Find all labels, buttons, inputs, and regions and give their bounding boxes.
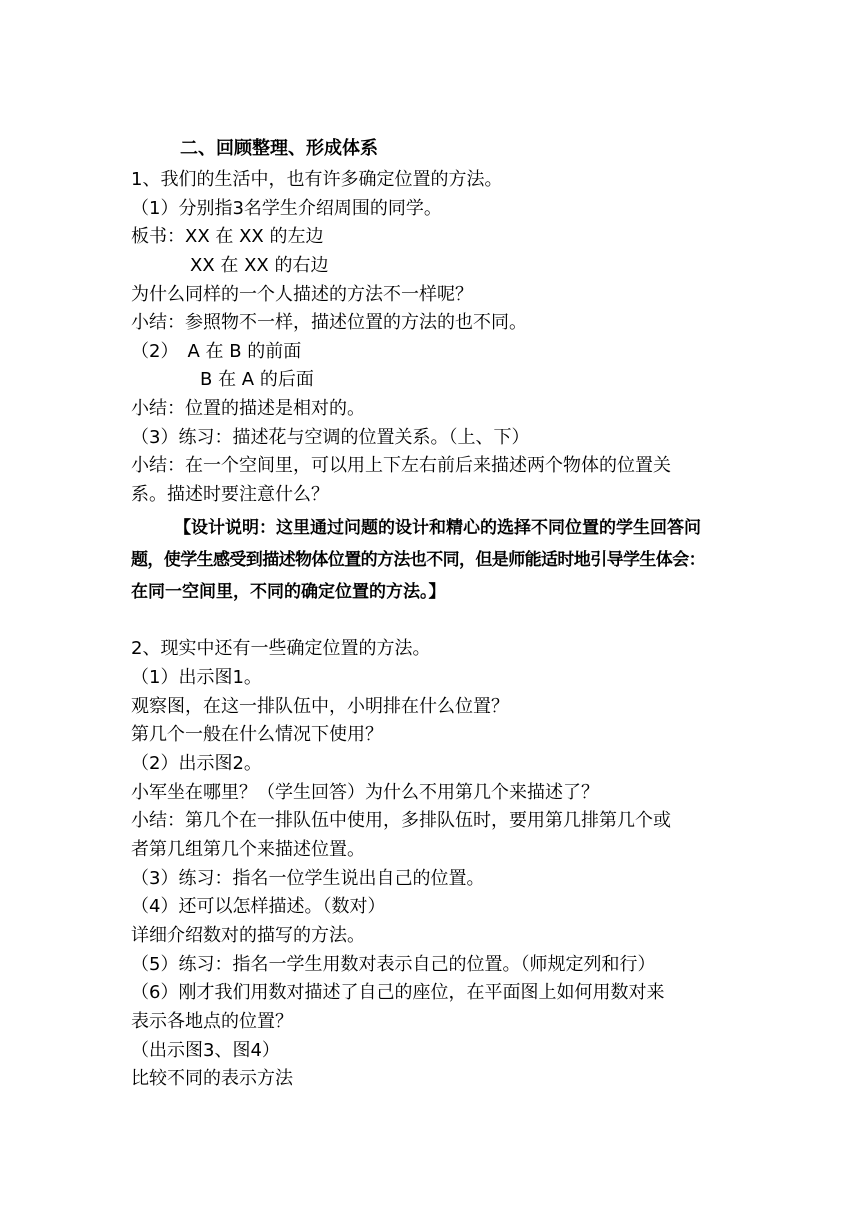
part2-show-figs: （出示图3、图4）: [131, 1040, 280, 1061]
part1-step1: （1）分别指3名学生介绍周围的同学。: [131, 198, 442, 219]
part2-step5: （5）练习：指名一学生用数对表示自己的位置。（师规定列和行）: [131, 954, 656, 975]
part1-summary3-line1: 小结：在一个空间里，可以用上下左右前后来描述两个物体的位置关: [131, 455, 671, 476]
part1-step3: （3）练习：描述花与空调的位置关系。（上、下）: [131, 427, 530, 448]
part2-step1: （1）出示图1。: [131, 667, 262, 688]
part2-title: 2、现实中还有一些确定位置的方法。: [131, 638, 431, 659]
part2-summary-line2: 者第几组第几个来描述位置。: [131, 839, 365, 860]
part1-summary1: 小结：参照物不一样，描述位置的方法的也不同。: [131, 312, 527, 333]
part2-q2: 第几个一般在什么情况下使用？: [131, 724, 383, 745]
part2-step6-line2: 表示各地点的位置？: [131, 1011, 293, 1032]
part2-detail: 详细介绍数对的描写的方法。: [131, 925, 365, 946]
design-note-line1: 【设计说明：这里通过问题的设计和精心的选择不同位置的学生回答问: [174, 518, 701, 538]
board-line-1: 板书：XX 在 XX 的左边: [131, 226, 324, 247]
part2-step3: （3）练习：指名一位学生说出自己的位置。: [131, 868, 485, 889]
part2-step4: （4）还可以怎样描述。（数对）: [131, 896, 386, 917]
design-note-line3: 在同一空间里，不同的确定位置的方法。】: [131, 582, 446, 602]
part2-compare: 比较不同的表示方法: [131, 1068, 293, 1089]
part2-q3: 小军坐在哪里？（学生回答）为什么不用第几个来描述了？: [131, 782, 599, 803]
part2-summary-line1: 小结：第几个在一排队伍中使用，多排队伍时，要用第几排第几个或: [131, 810, 671, 831]
section-heading: 二、回顾整理、形成体系: [180, 138, 378, 159]
part1-summary2: 小结：位置的描述是相对的。: [131, 398, 365, 419]
part1-step2-line2: B 在 A 的后面: [200, 369, 314, 390]
part2-step2: （2）出示图2。: [131, 753, 262, 774]
part2-q1: 观察图，在这一排队伍中，小明排在什么位置？: [131, 696, 509, 717]
part1-question: 为什么同样的一个人描述的方法不一样呢？: [131, 284, 473, 305]
part1-title: 1、我们的生活中，也有许多确定位置的方法。: [131, 169, 503, 190]
part2-step6-line1: （6）刚才我们用数对描述了自己的座位，在平面图上如何用数对来: [131, 982, 665, 1003]
part1-summary3-line2: 系。描述时要注意什么？: [131, 484, 329, 505]
board-line-2: XX 在 XX 的右边: [190, 255, 329, 276]
design-note-line2: 题，使学生感受到描述物体位置的方法也不同，但是师能适时地引导学生体会：: [131, 550, 705, 570]
part1-step2-line1: （2） A 在 B 的前面: [131, 341, 302, 362]
